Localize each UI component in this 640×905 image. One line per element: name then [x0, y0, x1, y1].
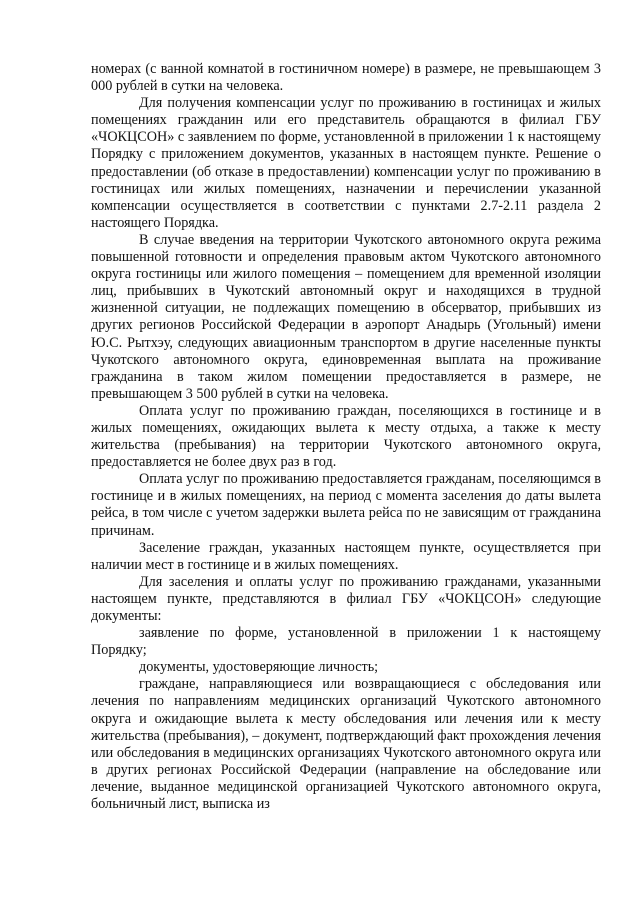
paragraph-compensation-request: Для получения компенсации услуг по проживанию в гостиницах и жилых помещениях гражданин или его представитель обращаются в филиал ГБУ «ЧОКЦСОН» с заявлением по форме, установленной в приложении 1 к настоящему Порядку с приложением документов, указанных в настоящем пункте. Решение о предоставлении (об отказе в предоставлении) компенсации услуг по проживанию в гостиницах или жилых помещениях, назначении и перечислении указанной компенсации осуществляется в соответствии с пунктами 2.7-2.11 раздела 2 настоящего Порядка.	[91, 95, 601, 231]
paragraph-medical-confirmation: граждане, направляющиеся или возвращающиеся с обследования или лечения по направлениям медицинских организаций Чукотского автономного округа и ожидающие вылета к месту обследования или лечения или к месту жительства (пребывания), – документ, подтверждающий факт прохождения лечения или обследования в медицинских организациях Чукотского автономного округа или в других регионах Российской Федерации (направление на обследование или лечение, выданное медицинской организацией Чукотского автономного округа, больничный лист, выписка из	[91, 676, 601, 813]
paragraph-high-alert-regime: В случае введения на территории Чукотского автономного округа режима повышенной готовности и определения правовым актом Чукотского автономного округа гостиницы или жилого помещения – помещением для временной изоляции лиц, прибывших в Чукотский автономный округ и находящихся в трудной жизненной ситуации, не подлежащих помещению в обсерватор, прибывших из других регионов Российской Федерации в аэропорт Анадырь (Угольный) имени Ю.С. Рытхэу, следующих авиационным транспортом в другие населенные пункты Чукотского автономного округа, единовременная выплата на проживание гражданина в таком жилом помещении предоставляется в размере, не превышающем 3 500 рублей в сутки на человека.	[91, 231, 601, 402]
paragraph-application-form: заявление по форме, установленной в приложении 1 к настоящему Порядку;	[91, 625, 601, 659]
paragraph-identity-documents: документы, удостоверяющие личность;	[139, 659, 379, 676]
paragraph-room-price: номерах (с ванной комнатой в гостиничном номере) в размере, не превышающем 3 000 рублей в сутки на человека.	[91, 61, 601, 95]
paragraph-required-documents-intro: Для заселения и оплаты услуг по проживанию гражданами, указанными настоящем пункте, представляются в филиал ГБУ «ЧОКЦСОН» следующие документы:	[91, 573, 601, 624]
paragraph-payment-period: Оплата услуг по проживанию предоставляется гражданам, поселяющимся в гостинице и в жилых помещениях, на период с момента заселения до даты вылета рейса, в том числе с учетом задержки вылета рейса по не зависящим от гражданина причинам.	[91, 471, 601, 539]
paragraph-payment-frequency: Оплата услуг по проживанию граждан, поселяющихся в гостинице и в жилых помещениях, ожидающих вылета к месту отдыха, а также к месту жительства (пребывания) на территории Чукотского автономного округа, предоставляется не более двух раз в год.	[91, 402, 601, 471]
document-page	[91, 61, 601, 813]
paragraph-accommodation-availability: Заселение граждан, указанных настоящем пункте, осуществляется при наличии мест в гостинице и в жилых помещениях.	[91, 539, 601, 573]
